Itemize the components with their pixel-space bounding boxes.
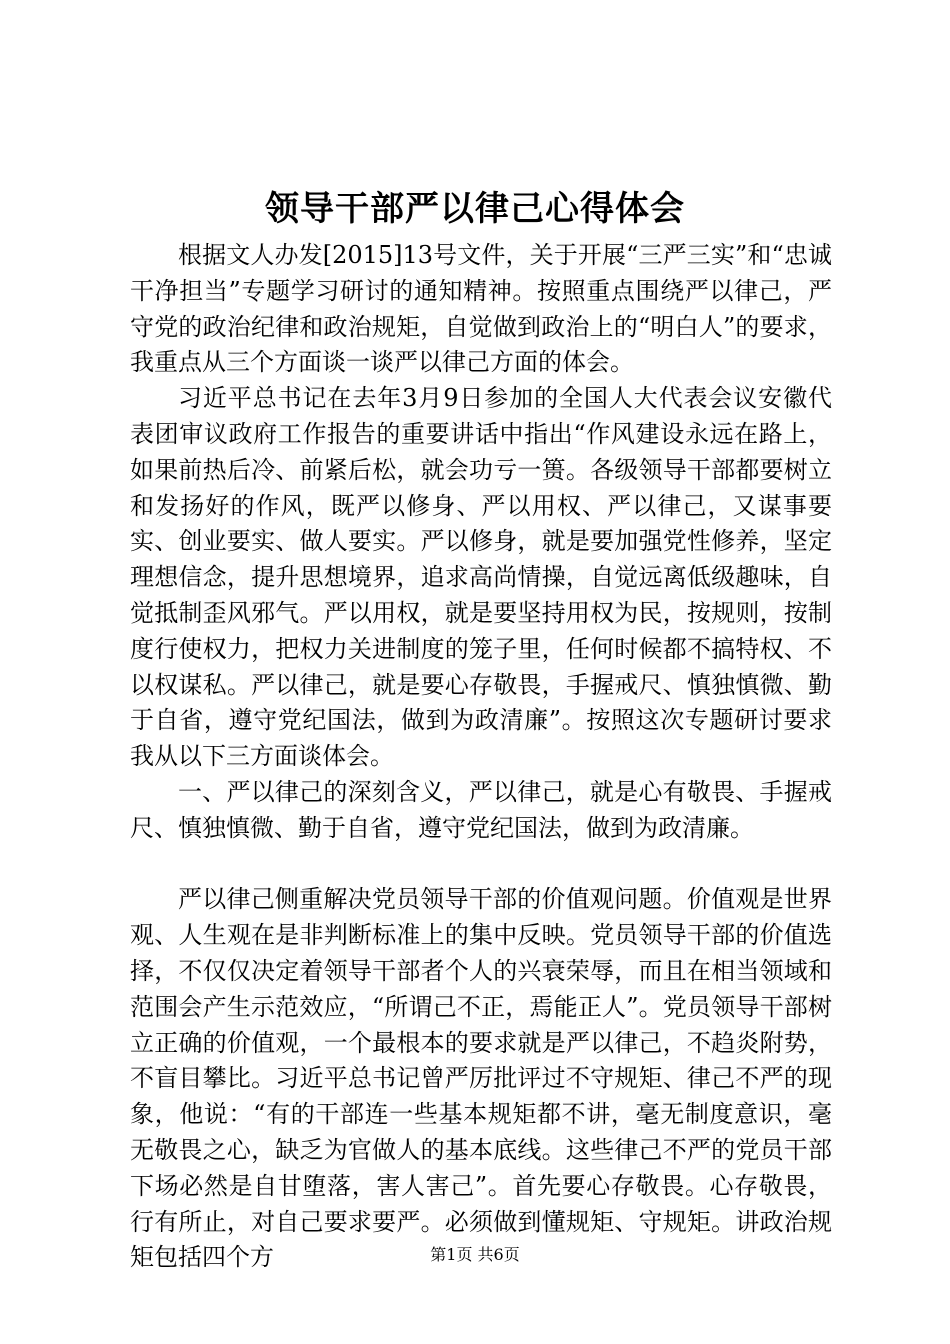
paragraph-values: 严以律己侧重解决党员领导干部的价值观问题。价值观是世界观、人生观在是非判断标准上的集中反映。党员领导干部的价值选择，不仅仅决定着领导干部者个人的兴衰荣辱，而且在相当领域和范围会产生示范效应，“所谓己不正，焉能正人”。党员领导干部树立正确的价值观，一个最根本的要求就是严以律己，不趋炎附势，不盲目攀比。习近平总书记曾严厉批评过不守规矩、律己不严的现象，他说：“有的干部连一些基本规矩都不讲，毫无制度意识，毫无敬畏之心，缺乏为官做人的基本底线。这些律己不严的党员干部下场必然是自甘堕落，害人害己”。首先要心存敬畏。心存敬畏，行有所止，对自己要求要严。必须做到懂规矩、守规矩。讲政治规矩包括四个方 bbox=[130, 885, 832, 1272]
paragraph-speech-quote: 习近平总书记在去年3月9日参加的全国人大代表会议安徽代表团审议政府工作报告的重要讲话中指出“作风建设永远在路上，如果前热后冷、前紧后松，就会功亏一篑。各级领导干部都要树立和发扬好的作风，既严以修身、严以用权、严以律己，又谋事要实、创业要实、做人要实。严以修身，就是要加强党性修养，坚定理想信念，提升思想境界，追求高尚情操，自觉远离低级趣味，自觉抵制歪风邪气。严以用权，就是要坚持用权为民，按规则，按制度行使权力，把权力关进制度的笼子里，任何时候都不搞特权、不以权谋私。严以律己，就是要心存敬畏，手握戒尺、慎独慎微、勤于自省，遵守党纪国法，做到为政清廉”。按照这次专题研讨要求我从以下三方面谈体会。 bbox=[130, 384, 832, 771]
paragraph-intro: 根据文人办发[2015]13号文件，关于开展“三严三实”和“忠诚干净担当”专题学习研讨的通知精神。按照重点围绕严以律己，严守党的政治纪律和政治规矩，自觉做到政治上的“明白人”的要求，我重点从三个方面谈一谈严以律己方面的体会。 bbox=[130, 241, 832, 377]
paragraph-section-one-heading: 一、严以律己的深刻含义，严以律己，就是心有敬畏、手握戒尺、慎独慎微、勤于自省，遵守党纪国法，做到为政清廉。 bbox=[130, 777, 832, 842]
document-title: 领导干部严以律己心得体会 bbox=[265, 189, 685, 229]
page-number-footer: 第1页 共6页 bbox=[430, 1245, 520, 1264]
document-body bbox=[130, 238, 832, 1276]
